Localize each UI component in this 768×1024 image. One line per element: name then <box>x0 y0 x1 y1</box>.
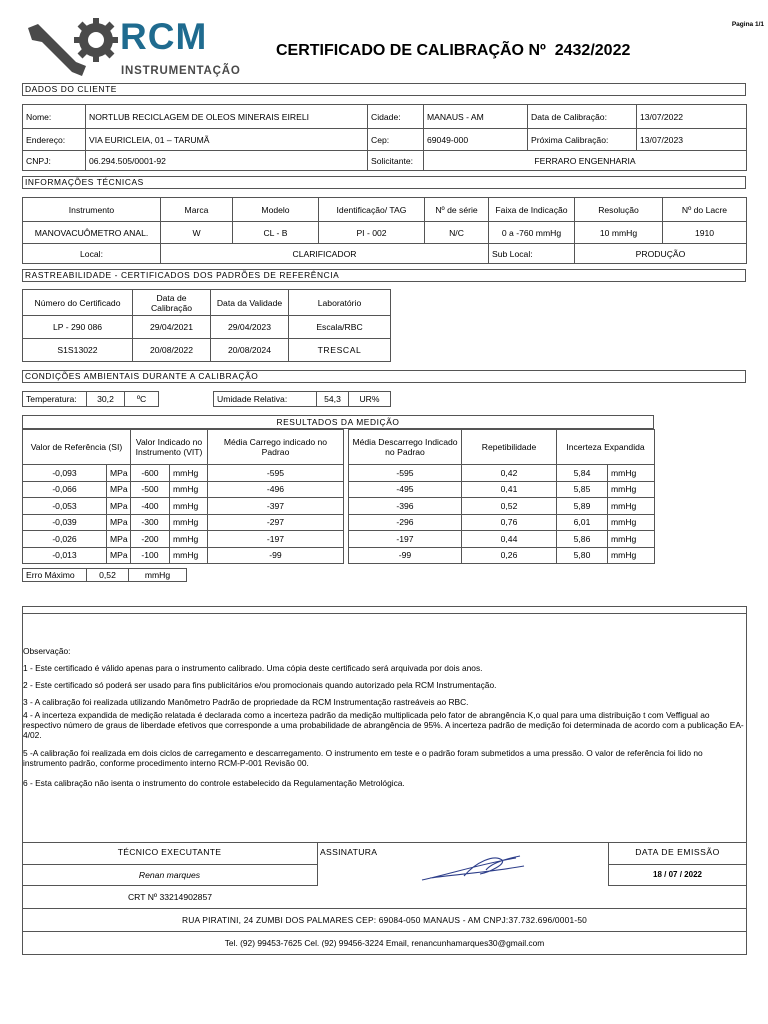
trace-cell: TRESCAL <box>289 339 391 362</box>
brand-name: RCM <box>120 16 208 57</box>
trace-cell: Escala/RBC <box>289 316 391 339</box>
vit-value: -200 <box>131 531 170 548</box>
unload-value: -595 <box>349 465 462 482</box>
unload-value: -99 <box>349 547 462 564</box>
results-header: Média Descarrego Indicado no Padrao <box>349 430 462 465</box>
next-calibration: 13/07/2023 <box>637 129 747 151</box>
trace-cell: S1S13022 <box>23 339 133 362</box>
certificate-title: CERTIFICADO DE CALIBRAÇÃO Nº 2432/2022 <box>276 42 631 59</box>
results-table-left <box>22 429 344 564</box>
local-value: CLARIFICADOR <box>161 244 489 264</box>
load-value: -197 <box>208 531 344 548</box>
results-header: Incerteza Expandida <box>557 430 655 465</box>
unload-value: -197 <box>349 531 462 548</box>
results-title: RESULTADOS DA MEDIÇÃO <box>22 415 654 429</box>
page-number: Pagina 1/1 <box>731 21 764 28</box>
results-header: Valor de Referência (SI) <box>23 430 131 465</box>
section-technical: INFORMAÇÕES TÉCNICAS <box>22 176 746 189</box>
repeatability-value: 0,52 <box>462 498 557 515</box>
section-environment: CONDIÇÕES AMBIENTAIS DURANTE A CALIBRAÇÃO <box>22 370 746 383</box>
uncertainty-unit: mmHg <box>608 531 655 548</box>
ref-value: -0,066 <box>23 481 107 498</box>
results-table-right <box>348 429 655 564</box>
vit-unit: mmHg <box>170 514 208 531</box>
section-traceability: RASTREABILIDADE - CERTIFICADOS DOS PADRÕES DE REFERÊNCIA <box>22 269 746 282</box>
tech-header: Faixa de Indicação <box>489 198 575 222</box>
sublocal-label: Sub Local: <box>489 244 575 264</box>
instrument-value: MANOVACUÔMETRO ANAL. <box>23 222 161 244</box>
issue-label: DATA DE EMISSÃO <box>635 847 720 857</box>
company-logo <box>24 16 241 82</box>
temperature-table <box>22 391 159 407</box>
section-client: DADOS DO CLIENTE <box>22 83 746 96</box>
uncertainty-value: 5,85 <box>557 481 608 498</box>
client-address-label: Endereço: <box>23 129 86 151</box>
ref-value: -0,026 <box>23 531 107 548</box>
max-error-value: 0,52 <box>87 569 129 582</box>
tech-label: TÉCNICO EXECUTANTE <box>117 847 222 857</box>
load-value: -297 <box>208 514 344 531</box>
client-cep-label: Cep: <box>368 129 424 151</box>
trace-header: Número do Certificado <box>23 290 133 316</box>
next-calibration-label: Próxima Calibração: <box>528 129 637 151</box>
vit-value: -100 <box>131 547 170 564</box>
client-city-label: Cidade: <box>368 105 424 129</box>
signature-icon <box>420 852 530 886</box>
max-error-unit: mmHg <box>129 569 187 582</box>
brand-value: W <box>161 222 233 244</box>
observations-title: Observação: <box>23 646 71 656</box>
tech-name: Renan marques <box>138 870 201 880</box>
repeatability-value: 0,76 <box>462 514 557 531</box>
client-table <box>22 104 747 171</box>
tech-header: Nº do Lacre <box>663 198 747 222</box>
client-name-label: Nome: <box>23 105 86 129</box>
trace-header: Data de Calibração <box>133 290 211 316</box>
repeatability-value: 0,26 <box>462 547 557 564</box>
client-name: NORTLUB RECICLAGEM DE OLEOS MINERAIS EIRELI <box>86 105 368 129</box>
observation-item: 6 - Esta calibração não isenta o instrumento do controle estabelecido da Regulamentação Metrológica. <box>23 778 405 788</box>
observations <box>23 646 745 788</box>
brand-tagline: INSTRUMENTAÇÃO <box>121 65 241 77</box>
humidity-label: Umidade Relativa: <box>214 392 317 407</box>
trace-cell: 20/08/2022 <box>133 339 211 362</box>
tech-header: Nº de série <box>425 198 489 222</box>
ref-unit: MPa <box>107 547 131 564</box>
footer-address: RUA PIRATINI, 24 ZUMBI DOS PALMARES CEP: 69084-050 MANAUS - AM CNPJ:37.732.696/0001-50 <box>181 915 588 925</box>
humidity-unit: UR% <box>349 392 391 407</box>
unload-value: -495 <box>349 481 462 498</box>
max-error-table <box>22 568 187 582</box>
traceability-table <box>22 289 391 362</box>
trace-cell: 29/04/2023 <box>211 316 289 339</box>
requester: FERRARO ENGENHARIA <box>424 151 747 171</box>
vit-value: -400 <box>131 498 170 515</box>
ref-value: -0,039 <box>23 514 107 531</box>
results-header: Repetibilidade <box>462 430 557 465</box>
vit-unit: mmHg <box>170 531 208 548</box>
ref-unit: MPa <box>107 531 131 548</box>
uncertainty-value: 6,01 <box>557 514 608 531</box>
ref-value: -0,013 <box>23 547 107 564</box>
observation-item: 5 -A calibração foi realizada em dois ciclos de carregamento e descarregamento. O instrumento em teste e o padrão foram submetidos a uma pressão. O valor de referência foi lido no instrumento padrão, conforme procedimento interno RCM-P-001 Revisão 00. <box>23 748 703 768</box>
ref-unit: MPa <box>107 498 131 515</box>
uncertainty-value: 5,89 <box>557 498 608 515</box>
temperature-value: 30,2 <box>87 392 125 407</box>
client-city: MANAUS - AM <box>424 105 528 129</box>
max-error-label: Erro Máximo <box>23 569 87 582</box>
ref-value: -0,053 <box>23 498 107 515</box>
model-value: CL - B <box>233 222 319 244</box>
footer-contact: Tel. (92) 99453-7625 Cel. (92) 99456-3224 Email, renancunhamarques30@gmail.com <box>224 938 545 948</box>
temperature-unit: ºC <box>125 392 159 407</box>
uncertainty-unit: mmHg <box>608 547 655 564</box>
gear-wrench-icon <box>24 18 120 80</box>
issue-date: 18 / 07 / 2022 <box>653 870 702 879</box>
uncertainty-unit: mmHg <box>608 514 655 531</box>
vit-unit: mmHg <box>170 547 208 564</box>
tag-value: PI - 002 <box>319 222 425 244</box>
technical-table <box>22 197 747 264</box>
uncertainty-value: 5,86 <box>557 531 608 548</box>
vit-unit: mmHg <box>170 465 208 482</box>
humidity-value: 54,3 <box>317 392 349 407</box>
client-cep: 69049-000 <box>424 129 528 151</box>
results-header: Valor Indicado no Instrumento (VIT) <box>131 430 208 465</box>
signature-label: ASSINATURA <box>320 847 378 857</box>
unload-value: -396 <box>349 498 462 515</box>
tech-header: Resolução <box>575 198 663 222</box>
tech-label-cell <box>22 842 318 865</box>
trace-header: Data da Validade <box>211 290 289 316</box>
uncertainty-unit: mmHg <box>608 465 655 482</box>
client-cnpj-label: CNPJ: <box>23 151 86 171</box>
client-cnpj: 06.294.505/0001-92 <box>86 151 368 171</box>
tech-header: Instrumento <box>23 198 161 222</box>
issue-date-cell <box>608 864 747 886</box>
observation-item: 4 - A incerteza expandida de medição relatada é declarada como a incerteza padrão da medição multiplicada pelo fator de abrangência K,o qual para uma distribuição t com Veffigual ao respectivo número de graus de liberdade efetivos que corresponde a uma probabilidade de abrangência de 95%. A incerteza padrão de medição foi determinada de acordo com a publicação EA-4/02. <box>23 710 744 740</box>
tech-header: Modelo <box>233 198 319 222</box>
observation-item: 2 - Este certificado só poderá ser usado para fins publicitários e/ou promocionais quando autorizado pela RCM Instrumentação. <box>23 680 497 690</box>
tech-header: Identificação/ TAG <box>319 198 425 222</box>
ref-unit: MPa <box>107 514 131 531</box>
trace-cell: LP - 290 086 <box>23 316 133 339</box>
repeatability-value: 0,44 <box>462 531 557 548</box>
sublocal-value: PRODUÇÃO <box>575 244 747 264</box>
tech-header: Marca <box>161 198 233 222</box>
repeatability-value: 0,41 <box>462 481 557 498</box>
load-value: -99 <box>208 547 344 564</box>
results-header: Média Carrego indicado no Padrao <box>208 430 344 465</box>
observation-item: 1 - Este certificado é válido apenas para o instrumento calibrado. Uma cópia deste certificado será arquivada por dois anos. <box>23 663 483 673</box>
load-value: -397 <box>208 498 344 515</box>
uncertainty-value: 5,80 <box>557 547 608 564</box>
ref-unit: MPa <box>107 481 131 498</box>
trace-cell: 20/08/2024 <box>211 339 289 362</box>
observation-item: 3 - A calibração foi realizada utilizando Manômetro Padrão de propriedade da RCM Instrumentação rastreáveis ao RBC. <box>23 697 469 707</box>
client-address: VIA EURICLEIA, 01 – TARUMÃ <box>86 129 368 151</box>
trace-header: Laboratório <box>289 290 391 316</box>
load-value: -496 <box>208 481 344 498</box>
load-value: -595 <box>208 465 344 482</box>
repeatability-value: 0,42 <box>462 465 557 482</box>
uncertainty-unit: mmHg <box>608 481 655 498</box>
trace-cell: 29/04/2021 <box>133 316 211 339</box>
calibration-date: 13/07/2022 <box>637 105 747 129</box>
vit-unit: mmHg <box>170 481 208 498</box>
tech-name-cell <box>22 864 318 886</box>
range-value: 0 a -760 mmHg <box>489 222 575 244</box>
crt-bottom-line <box>22 908 747 909</box>
issue-label-cell <box>608 842 747 865</box>
humidity-table <box>213 391 391 407</box>
resolution-value: 10 mmHg <box>575 222 663 244</box>
uncertainty-unit: mmHg <box>608 498 655 515</box>
ref-value: -0,093 <box>23 465 107 482</box>
ref-unit: MPa <box>107 465 131 482</box>
temperature-label: Temperatura: <box>23 392 87 407</box>
serial-value: N/C <box>425 222 489 244</box>
requester-label: Solicitante: <box>368 151 424 171</box>
vit-value: -600 <box>131 465 170 482</box>
uncertainty-value: 5,84 <box>557 465 608 482</box>
footer-divider <box>22 931 747 932</box>
vit-unit: mmHg <box>170 498 208 515</box>
crt-number: CRT Nº 33214902857 <box>127 892 213 902</box>
calibration-date-label: Data de Calibração: <box>528 105 637 129</box>
seal-value: 1910 <box>663 222 747 244</box>
vit-value: -500 <box>131 481 170 498</box>
vit-value: -300 <box>131 514 170 531</box>
observations-divider <box>22 613 747 614</box>
local-label: Local: <box>23 244 161 264</box>
unload-value: -296 <box>349 514 462 531</box>
